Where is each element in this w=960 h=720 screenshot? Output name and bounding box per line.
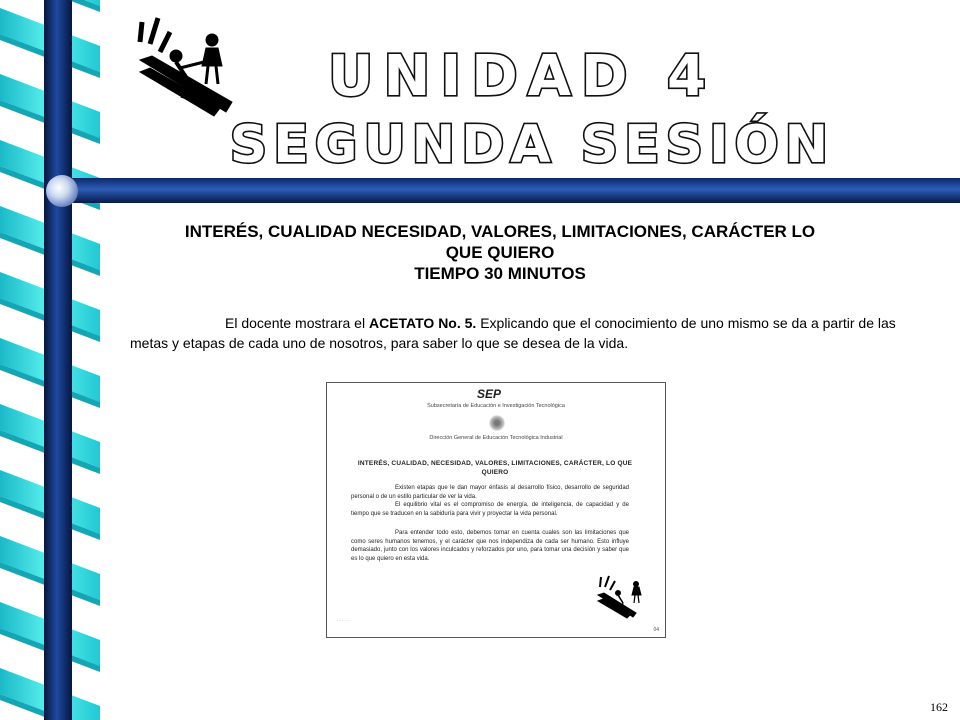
heading-line-3: TIEMPO 30 MINUTOS: [414, 264, 586, 283]
title-area: [0, 0, 960, 180]
title-line-1: UNIDAD 4: [328, 44, 716, 109]
sep-logo: SEP: [477, 387, 502, 401]
slide-paragraph-2: [351, 501, 629, 518]
mini-stick-figures-icon: [592, 575, 652, 619]
slide-paragraph-3: [351, 529, 629, 563]
body-bold-reference: ACETATO No. 5.: [368, 315, 477, 331]
title-line-2: SEGUNDA SESIÓN: [229, 115, 835, 175]
slide-footer-left: · · · · · ·: [337, 618, 351, 623]
horizontal-navy-bar: [58, 178, 960, 203]
slide-paragraph-1: [351, 484, 629, 501]
stick-figures-icon: [140, 18, 232, 116]
slide-title: INTERÉS, CUALIDAD, NECESIDAD, VALORES, LIMITACIONES, CARÁCTER, LO QUE QUIERO: [357, 460, 633, 476]
slide-paragraph-2-text: El equilibrio vital es el compromiso de energía, de inteligencia, de capacidad y de tiempo que se traducen en la sabiduría para vivir y proyectar la vida personal.: [351, 502, 629, 517]
slide-footer-number: 04: [653, 627, 659, 633]
slide-subsecretaria: Subsecretaría de Educación e Investigación Tecnológica: [427, 403, 565, 409]
body-text-end: Explicando que el conocimiento de uno mismo se da a partir de las metas y etapas de cada uno de nosotros, para saber lo que se desea de la vida.: [130, 315, 896, 351]
body-paragraph: [130, 313, 930, 353]
slide-direccion: Dirección General de Educación Tecnológica Industrial: [429, 435, 563, 441]
slide-paragraph-3-text: Para entender todo esto, debemos tomar en cuenta cuales son las limitaciones que como seres humanos tenemos, y el carácter que nos independiza de cada ser humano. Esto influye demasiado, junto con los valores inculcados y reforzados por uno, para tomar una decisión y saber que es lo que quiero en esta vida.: [351, 530, 629, 562]
acetato-slide-image: [326, 382, 666, 638]
slide-paragraph-1-text: Existen etapas que le dan mayor énfasis al desarrollo físico, desarrollo de seguridad personal o de un estilo particular de ver la vida.: [351, 485, 629, 500]
emblem-icon: [489, 415, 505, 431]
page-number: 162: [930, 700, 948, 714]
section-heading: [140, 221, 860, 284]
body-text-start: El docente mostrara el: [225, 315, 369, 331]
heading-line-1: INTERÉS, CUALIDAD NECESIDAD, VALORES, LIMITACIONES, CARÁCTER LO: [184, 222, 816, 241]
heading-line-2: QUE QUIERO: [445, 243, 555, 262]
